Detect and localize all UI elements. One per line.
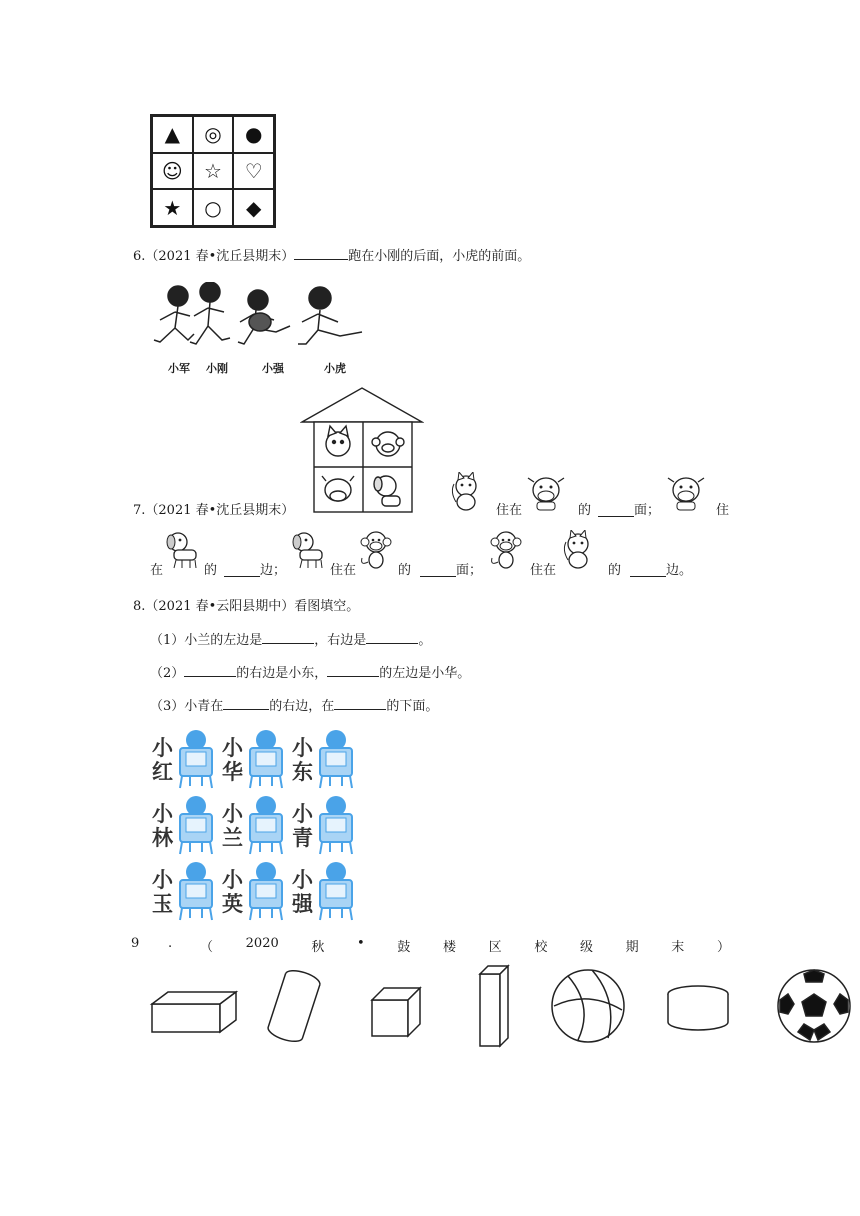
seat-name [292,868,316,916]
question-7 [133,502,294,520]
item-text: ，右边是 [314,633,367,648]
item-text: 小青在 [184,699,224,714]
question-source: （2021 春•沈丘县期末） [145,503,295,518]
question-number: 8. [133,599,146,614]
question-dot: . [168,936,173,951]
seat-name-char: 小 [292,868,313,892]
question-number: 6. [133,249,146,264]
seat [220,794,290,858]
student-icon [176,794,216,856]
soccer-ball-icon [778,970,850,1042]
tall-cuboid-icon [480,966,508,1046]
double-circle-icon: ◎ [193,116,234,153]
answer-blank[interactable] [294,259,348,260]
seat [150,860,220,924]
q7-text: 住在 [496,503,523,518]
short-cylinder-icon [668,986,728,1030]
seat-name [222,868,246,916]
item-text: 的左边是小华。 [379,666,471,681]
source-char: 鼓 [397,940,411,955]
runners-illustration [150,282,370,354]
seat-name-char: 强 [292,892,313,916]
item-label: （2） [150,666,185,681]
source-char: 校 [534,940,548,955]
seat [290,860,360,924]
seat-name-char: 华 [222,760,243,784]
seat-name-char: 青 [292,826,313,850]
answer-blank[interactable] [327,676,379,677]
student-icon [316,728,356,790]
seat-name [222,802,246,850]
source-char: （ [200,940,214,955]
q7-text: 边。 [666,563,693,578]
cow-icon [666,472,710,514]
question-number: 9 [131,936,140,951]
question-6 [133,248,530,266]
seat-name-char: 玉 [152,892,173,916]
q7-text: 住在 [330,563,357,578]
seat-name-char: 东 [292,760,313,784]
q7-text: 的 [204,563,218,578]
cylinder-icon [266,967,322,1045]
student-icon [176,860,216,922]
monkey-icon [358,530,396,572]
answer-blank[interactable] [598,516,634,517]
seat [150,794,220,858]
circle-icon: ○ [193,189,234,226]
answer-blank[interactable] [184,676,236,677]
seat [220,860,290,924]
source-char: ） [716,940,730,955]
dog-icon [288,530,328,572]
q7-text: 边； [260,563,287,578]
q7-text: 面； [634,503,661,518]
answer-blank[interactable] [223,709,269,710]
seat-name [152,868,176,916]
student-icon [176,728,216,790]
item-label: （3） [150,699,185,714]
seat-name-char: 英 [222,892,243,916]
item-label: （1） [150,633,185,648]
heart-icon: ♡ [233,153,274,190]
seat-name-char: 兰 [222,826,243,850]
answer-blank[interactable] [224,576,260,577]
seat-name-char: 小 [152,802,173,826]
student-icon [316,860,356,922]
question-number: 7. [133,503,146,518]
cow-icon [526,472,570,514]
cat-icon [448,472,492,514]
seat-name [222,736,246,784]
question-title: 看图填空。 [294,599,360,614]
runner-label: 小强 [262,362,284,375]
filled-star-icon: ★ [152,189,193,226]
answer-blank[interactable] [420,576,456,577]
source-char: 区 [488,940,502,955]
seat-name [292,802,316,850]
q7-text: 住 [716,503,730,518]
student-icon [246,860,286,922]
seat-name-char: 小 [222,736,243,760]
answer-blank[interactable] [630,576,666,577]
q7-text: 面； [456,563,483,578]
item-text: 的右边，在 [269,699,335,714]
runner-label: 小虎 [324,362,346,375]
q8-item-1 [150,632,431,650]
item-text: 的下面。 [386,699,439,714]
item-text: 。 [418,633,432,648]
basketball-icon [552,970,624,1042]
seat [220,728,290,792]
seat-name [152,736,176,784]
source-char: 期 [625,940,639,955]
student-icon [246,794,286,856]
cat-icon [560,530,604,572]
outline-star-icon: ☆ [193,153,234,190]
seat [290,794,360,858]
solid-shapes-illustration [148,960,858,1052]
seat-name-char: 小 [222,802,243,826]
source-char: 楼 [443,940,457,955]
source-char: 2020 [245,936,279,951]
seat [290,728,360,792]
seat-name [152,802,176,850]
question-source: （2021 春•云阳县期中） [145,599,295,614]
seat-name [292,736,316,784]
cube-icon [372,988,420,1036]
seat [150,728,220,792]
runner-label: 小军 [168,362,190,375]
monkey-icon [488,530,526,572]
question-8 [133,598,359,616]
triangle-icon: ▲ [152,116,193,153]
answer-blank[interactable] [262,643,314,644]
source-char: 秋 [311,940,325,955]
source-char: 级 [579,940,593,955]
runner-label: 小刚 [206,362,228,375]
student-icon [246,728,286,790]
source-char: • [357,936,365,951]
seat-name-char: 小 [152,736,173,760]
q7-text: 住在 [530,563,557,578]
seat-name-char: 红 [152,760,173,784]
q7-text: 的 [398,563,412,578]
seat-name-char: 林 [152,826,173,850]
answer-blank[interactable] [334,709,386,710]
symbol-grid [150,114,276,228]
animal-house-illustration [300,386,424,514]
item-text: 的右边是小东， [236,666,328,681]
dog-icon [162,530,202,572]
source-char: 末 [671,940,685,955]
question-9-source [200,936,730,955]
q7-text: 在 [150,563,164,578]
seat-name-char: 小 [222,868,243,892]
item-text: 小兰的左边是 [184,633,263,648]
smiley-icon: ☺ [152,153,193,190]
seating-chart [150,728,362,920]
diamond-icon: ◆ [233,189,274,226]
question-text: 跑在小刚的后面，小虎的前面。 [348,249,531,264]
student-icon [316,794,356,856]
q7-text: 的 [578,503,592,518]
seat-name-char: 小 [152,868,173,892]
cuboid-icon [152,992,236,1032]
q8-item-3 [150,698,438,716]
seat-name-char: 小 [292,802,313,826]
q7-text: 的 [608,563,622,578]
filled-circle-icon: ● [233,116,274,153]
question-source: （2021 春•沈丘县期末） [145,249,295,264]
seat-name-char: 小 [292,736,313,760]
answer-blank[interactable] [366,643,418,644]
q8-item-2 [150,665,470,683]
